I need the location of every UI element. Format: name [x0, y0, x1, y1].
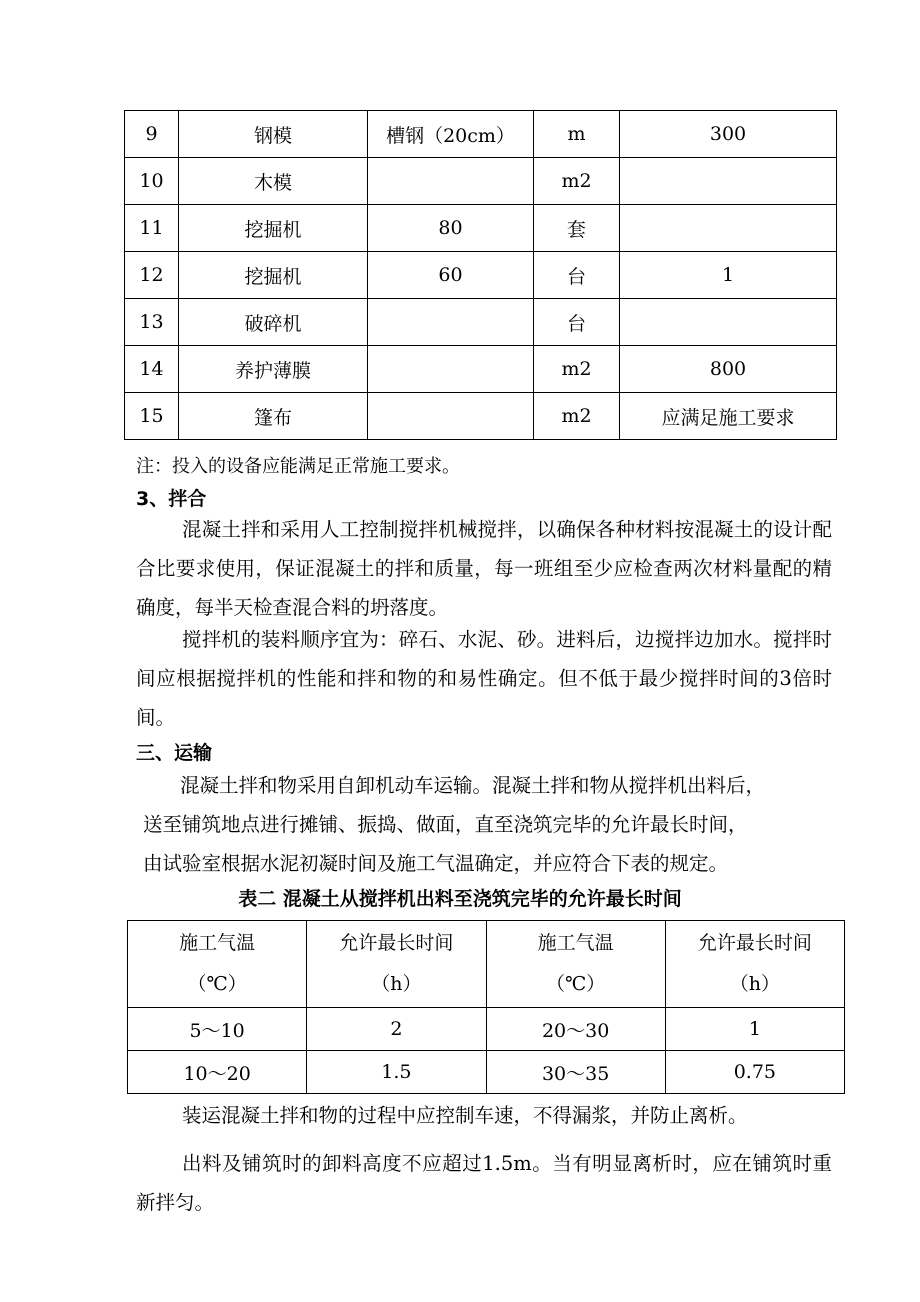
header-max-time: 允许最长时间 （h）	[665, 921, 844, 1008]
table-row	[125, 205, 837, 252]
after-table-paragraph-1: 装运混凝土拌和物的过程中应控制车速，不得漏浆，并防止离析。	[182, 1104, 748, 1127]
temperature-range: 5～10	[128, 1008, 307, 1051]
row-number: 13	[125, 299, 179, 346]
equipment-spec	[368, 393, 534, 440]
table-row	[125, 393, 837, 440]
mix-paragraph-1: 混凝土拌和采用人工控制搅拌机械搅拌，以确保各种材料按混凝土的设计配合比要求使用，保证混凝土的拌和质量，每一班组至少应检查两次材料量配的精确度，每半天检查混合料的坍落度。	[136, 518, 832, 619]
equipment-name: 挖掘机	[179, 252, 368, 299]
equipment-name: 钢模	[179, 111, 368, 158]
row-number: 10	[125, 158, 179, 205]
table-row	[128, 1008, 845, 1051]
section-heading-mix: 3、拌合	[136, 488, 207, 510]
equipment-unit: 台	[534, 252, 620, 299]
transport-line-1: 混凝土拌和物采用自卸机动车运输。混凝土拌和物从搅拌机出料后，	[180, 774, 766, 797]
equipment-unit: m2	[534, 393, 620, 440]
row-number: 9	[125, 111, 179, 158]
max-time-value: 1.5	[307, 1051, 486, 1094]
equipment-qty	[620, 299, 837, 346]
row-number: 15	[125, 393, 179, 440]
header-max-time: 允许最长时间 （h）	[307, 921, 486, 1008]
max-time-value: 0.75	[665, 1051, 844, 1094]
equipment-name: 木模	[179, 158, 368, 205]
table2-caption: 表二 混凝土从搅拌机出料至浇筑完毕的允许最长时间	[238, 888, 682, 910]
equipment-unit: m2	[534, 158, 620, 205]
table-row	[125, 346, 837, 393]
equipment-spec	[368, 158, 534, 205]
equipment-name: 挖掘机	[179, 205, 368, 252]
table-row	[128, 1051, 845, 1094]
row-number: 14	[125, 346, 179, 393]
equipment-unit: m2	[534, 346, 620, 393]
equipment-name: 篷布	[179, 393, 368, 440]
temperature-range: 10～20	[128, 1051, 307, 1094]
equipment-spec	[368, 299, 534, 346]
section-heading-transport: 三、运输	[136, 742, 213, 764]
equipment-spec	[368, 346, 534, 393]
equipment-qty: 应满足施工要求	[620, 393, 837, 440]
equipment-qty: 300	[620, 111, 837, 158]
table-header-row	[128, 921, 845, 1008]
equipment-qty	[620, 158, 837, 205]
equipment-spec: 槽钢（20cm）	[368, 111, 534, 158]
table-row	[125, 111, 837, 158]
equipment-qty: 1	[620, 252, 837, 299]
max-time-value: 2	[307, 1008, 486, 1051]
temperature-range: 30～35	[486, 1051, 665, 1094]
equipment-table	[124, 110, 837, 440]
equipment-name: 养护薄膜	[179, 346, 368, 393]
table-row	[125, 158, 837, 205]
equipment-qty	[620, 205, 837, 252]
equipment-name: 破碎机	[179, 299, 368, 346]
transport-line-2: 送至铺筑地点进行摊铺、振捣、做面，直至浇筑完毕的允许最长时间，	[143, 813, 748, 836]
row-number: 12	[125, 252, 179, 299]
table-row	[125, 252, 837, 299]
equipment-note: 注：投入的设备应能满足正常施工要求。	[136, 456, 460, 477]
transport-paragraph	[136, 766, 836, 883]
equipment-unit: m	[534, 111, 620, 158]
mix-paragraph-2: 搅拌机的装料顺序宜为：碎石、水泥、砂。进料后，边搅拌边加水。搅拌时间应根据搅拌机的性能和拌和物的和易性确定。但不低于最少搅拌时间的3倍时间。	[136, 628, 832, 729]
temperature-range: 20～30	[486, 1008, 665, 1051]
equipment-unit: 台	[534, 299, 620, 346]
header-temperature: 施工气温 （℃）	[128, 921, 307, 1008]
time-limit-table	[127, 920, 845, 1094]
equipment-spec: 60	[368, 252, 534, 299]
max-time-value: 1	[665, 1008, 844, 1051]
equipment-spec: 80	[368, 205, 534, 252]
row-number: 11	[125, 205, 179, 252]
equipment-unit: 套	[534, 205, 620, 252]
table-row	[125, 299, 837, 346]
header-temperature: 施工气温 （℃）	[486, 921, 665, 1008]
after-table-paragraph-2: 出料及铺筑时的卸料高度不应超过1.5m。当有明显离析时，应在铺筑时重新拌匀。	[136, 1152, 832, 1214]
equipment-qty: 800	[620, 346, 837, 393]
transport-line-3: 由试验室根据水泥初凝时间及施工气温确定，并应符合下表的规定。	[143, 852, 729, 875]
